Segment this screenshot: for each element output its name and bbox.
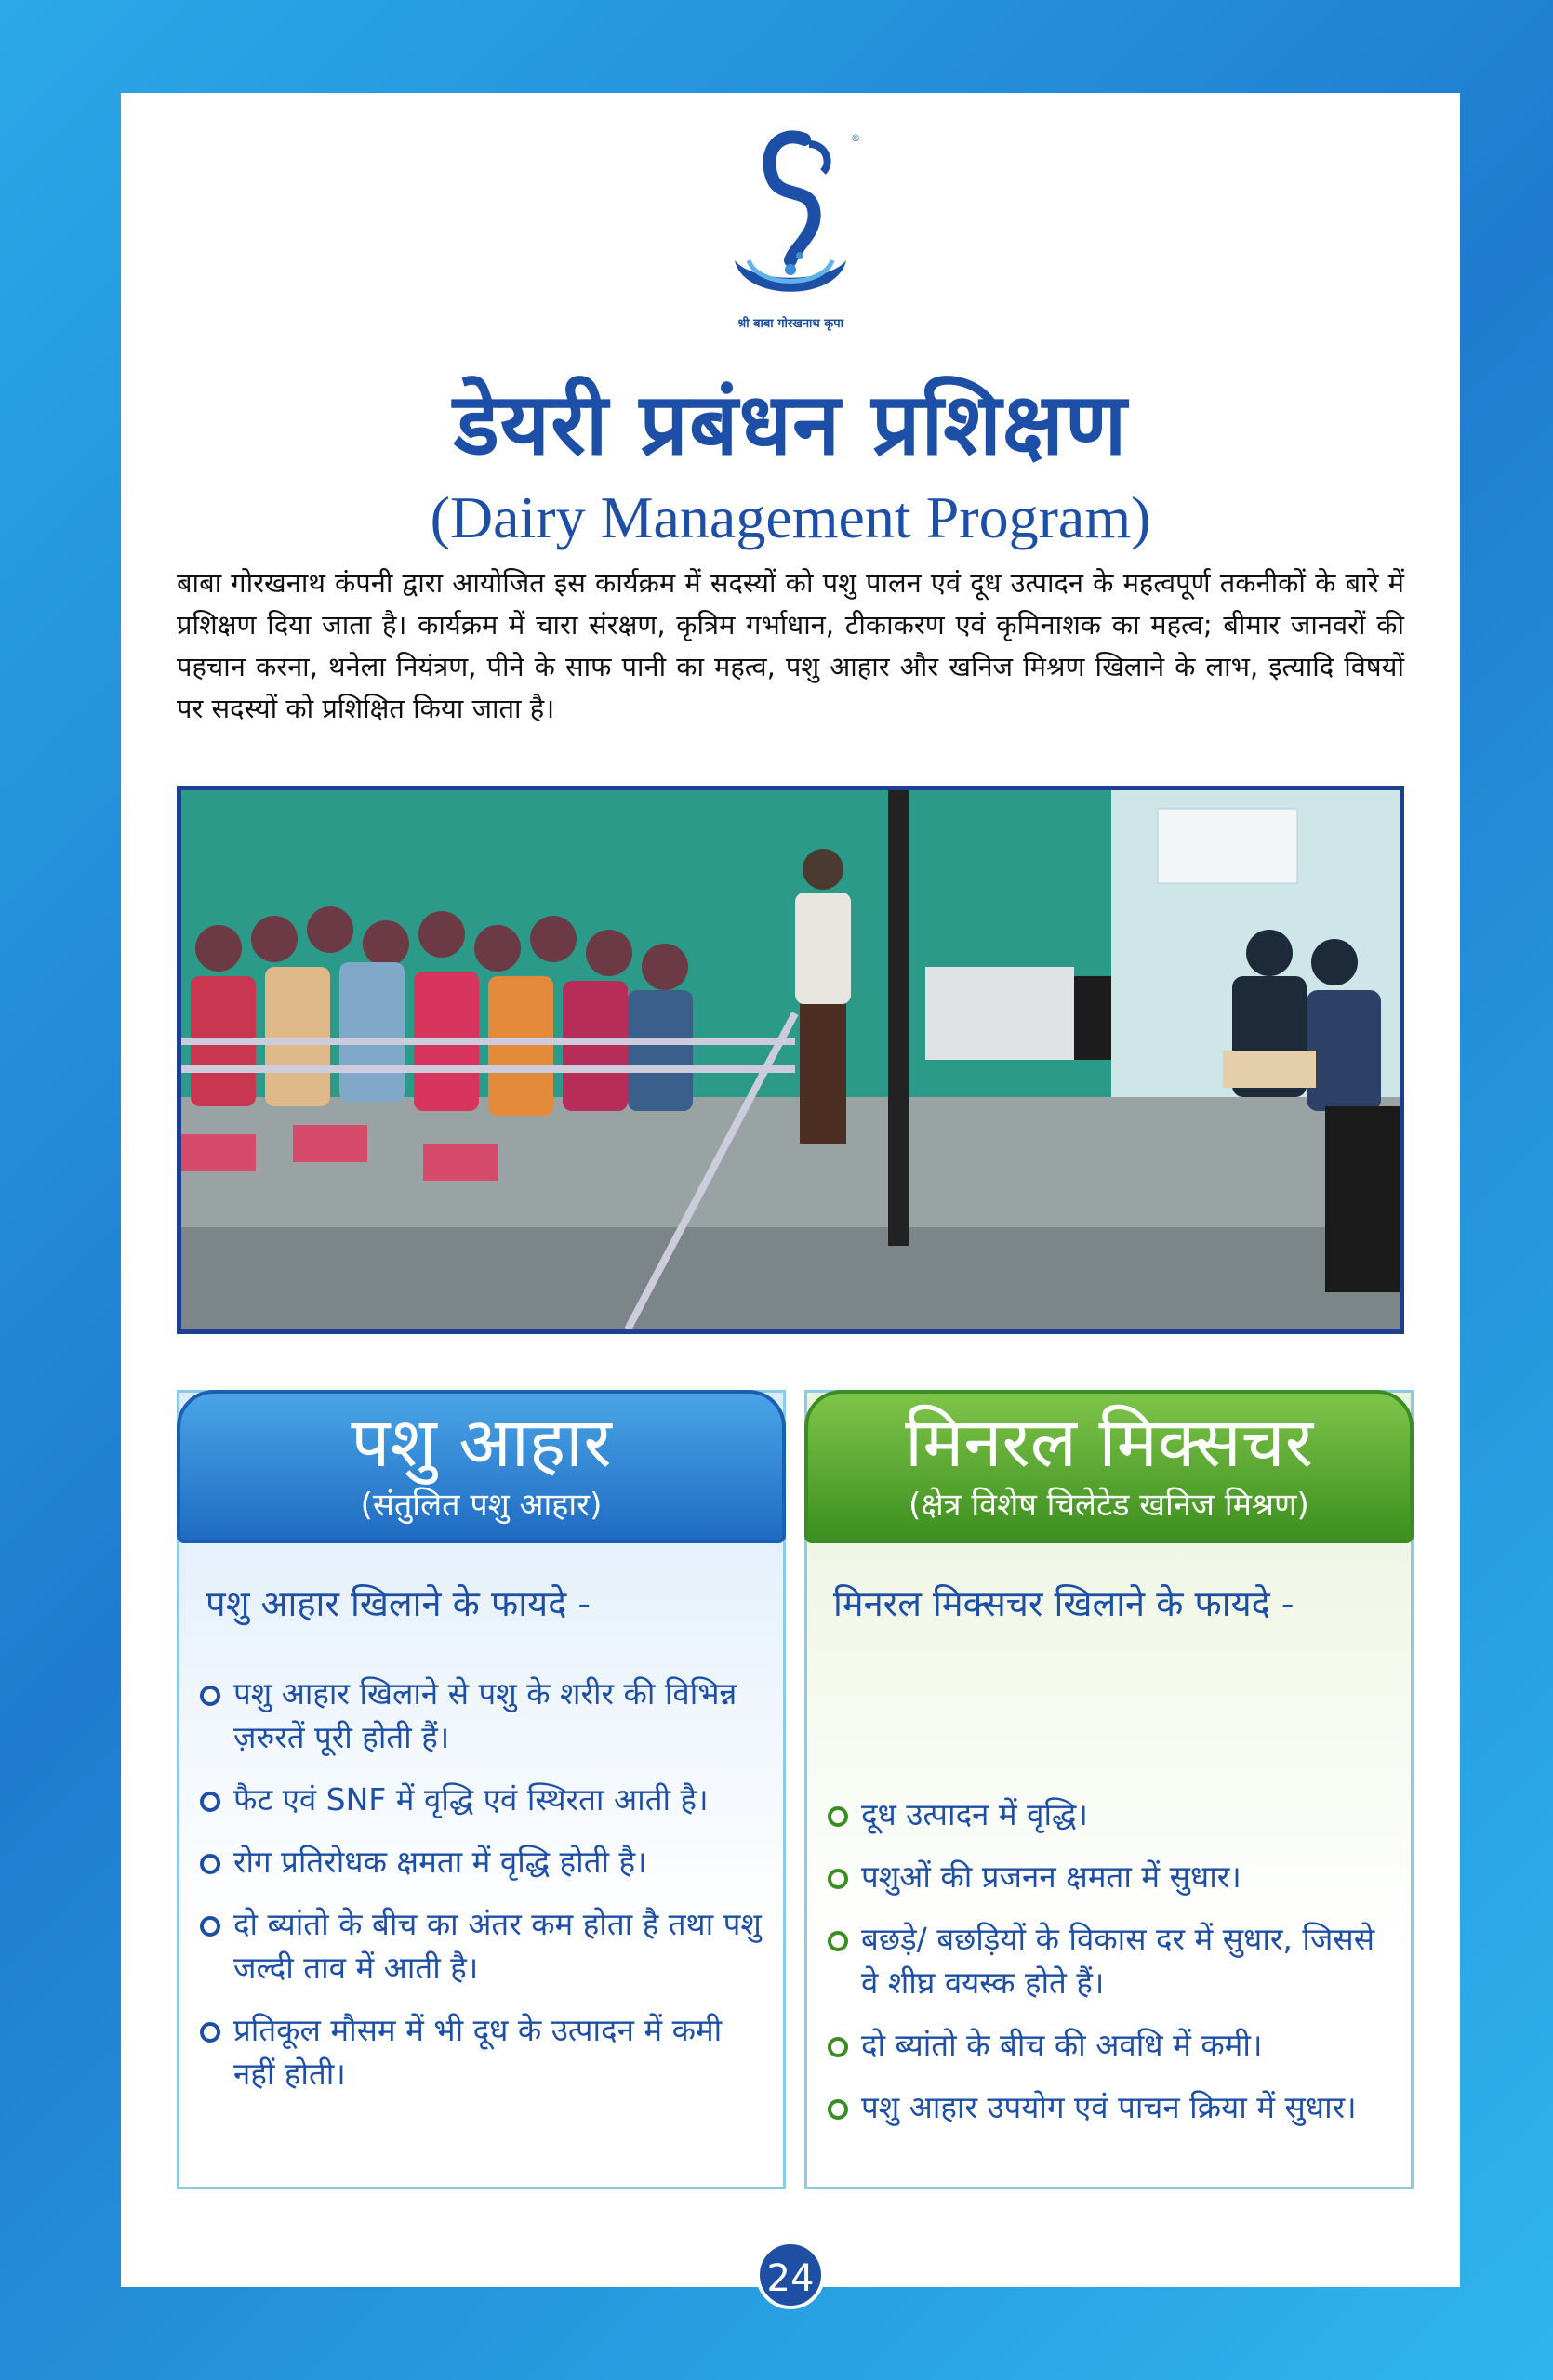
page-sheet [121,93,1460,2300]
list-item-text: दो ब्यांतो के बीच का अंतर कम होता है तथा पशु जल्दी ताव में आती है। [233,1906,762,1986]
list-item [826,1792,1395,1836]
bullet-icon [200,1686,220,1706]
list-item-text: बछड़े/ बछड़ियों के विकास दर में सुधार, जिससे वे शीघ्र वयस्क होते हैं। [861,1921,1375,2001]
training-session-illustration [181,790,1400,1329]
mineral-mixture-benefits-heading: मिनरल मिक्सचर खिलाने के फायदे - [833,1583,1294,1624]
intro-paragraph: बाबा गोरखनाथ कंपनी द्वारा आयोजित इस कार्यक्रम में सदस्यों को पशु पालन एवं दूध उत्पादन के महत्वपूर्ण तकनीकों के बारे में प्रशिक्षण दिया जाता है। कार्यक्रम में चारा संरक्षण, कृत्रिम गर्भाधान, टीकाकरण एवं कृमिनाशक का महत्व; बीमार जानवरों की पहचान करना, थनेला नियंत्रण, पीने के साफ पानी का महत्व, पशु आहार और खनिज मिश्रण खिलाने के लाभ, इत्यादि विषयों पर सदस्यों को प्रशिक्षित किया जाता है। [177,567,1404,724]
logo-caption: श्री बाबा गोरखनाथ कृपा [737,317,843,331]
svg-text:®: ® [851,134,860,144]
mineral-mixture-title: मिनरल मिक्सचर [904,1403,1314,1483]
list-item [198,1672,767,1759]
bullet-icon [828,2037,848,2057]
bullet-icon [200,1854,220,1874]
page-title-english: (Dairy Management Program) [430,484,1151,550]
mineral-mixture-benefits-list [826,1792,1395,2148]
page-number-badge: 24 [756,2241,825,2309]
list-item-text: दूध उत्पादन में वृद्धि। [861,1796,1088,1832]
bullet-icon [200,1916,220,1937]
bullet-icon [828,1931,848,1951]
list-item [826,2085,1395,2129]
list-item [198,2008,767,2096]
list-item [198,1778,767,1821]
list-item [826,1855,1395,1898]
mineral-mixture-subtitle: (क्षेत्र विशेष चिलेटेड खनिज मिश्रण) [909,1487,1309,1524]
list-item-text: रोग प्रतिरोधक क्षमता में वृद्धि होती है। [233,1844,647,1880]
bullet-icon [828,2099,848,2120]
list-item-text: पशुओं की प्रजनन क्षमता में सुधार। [861,1858,1241,1895]
list-item-text: प्रतिकूल मौसम में भी दूध के उत्पादन में कमी नहीं होती। [233,2012,723,2092]
animal-feed-header [177,1390,786,1543]
list-item-text: फैट एवं SNF में वृद्धि एवं स्थिरता आती है। [233,1781,709,1818]
animal-feed-subtitle: (संतुलित पशु आहार) [360,1487,603,1524]
mineral-mixture-header [804,1390,1414,1543]
list-item-text: दो ब्यांतो के बीच की अवधि में कमी। [861,2027,1263,2063]
list-item [198,1902,767,1990]
list-item [198,1840,767,1884]
list-item [826,1917,1395,2004]
animal-feed-title: पशु आहार [351,1403,612,1483]
company-logo [716,121,865,353]
list-item-text: पशु आहार उपयोग एवं पाचन क्रिया में सुधार। [861,2089,1357,2125]
training-photo [177,786,1404,1334]
bullet-icon [200,2022,220,2043]
list-item-text: पशु आहार खिलाने से पशु के शरीर की विभिन्न ज़रुरतें पूरी होती हैं। [233,1675,737,1755]
animal-feed-benefits-list [198,1672,767,2114]
bullet-icon [828,1806,848,1827]
bullet-icon [200,1792,220,1812]
bullet-icon [828,1869,848,1889]
animal-feed-benefits-heading: पशु आहार खिलाने के फायदे - [206,1583,591,1624]
page-title-hindi: डेयरी प्रबंधन प्रशिक्षण [453,375,1128,474]
water-pouring-hands-icon [716,121,865,307]
animal-feed-panel [177,1390,786,2189]
list-item [826,2023,1395,2067]
mineral-mixture-panel [804,1390,1414,2189]
